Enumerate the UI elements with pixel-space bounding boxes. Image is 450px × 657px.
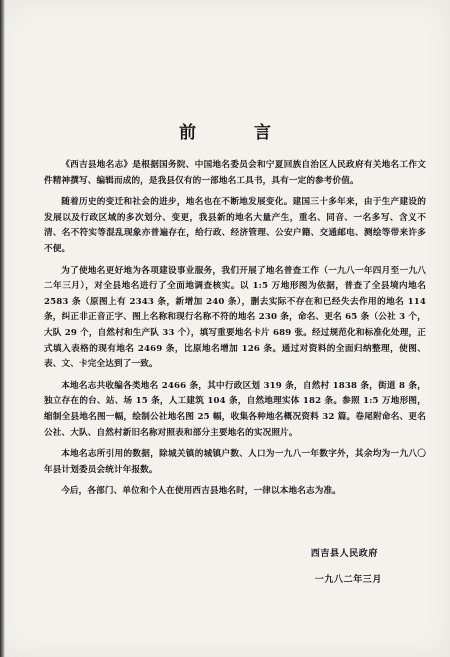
paragraph-3: 为了使地名更好地为各项建设事业服务，我们开展了地名普查工作（一九八一年四月至一九八二年三月），对全县地名进行了全面地调查核实。以 1:5 万地形图为依据，普查了全县境内地名 2583 条（原图上有 2343 条，新增加 240 条），删去实际不存在和已经失去作用的地名 114 条，纠正非正音正字、图上名称和现行名称不符的地名 230 条，命名、更名 65 条（公社 3 个，大队 29 个，自然村和生产队 33 个），填写重要地名卡片 689 张。经过规范化和标准化处理，正式填入表格的现有地名 2469 条，比原地名增加 126 条。通过对资料的全面归纳整理，使图、表、文、卡完全达到了一致。 — [44, 265, 426, 370]
paragraph-1: 《西吉县地名志》是根据国务院、中国地名委员会和宁夏回族自治区人民政府有关地名工作文件精神撰写、编辑而成的，是我县仅有的一部地名工具书，具有一定的参考价值。 — [44, 160, 426, 186]
paragraph-2: 随着历史的变迁和社会的进步，地名也在不断地发展变化。建国三十多年来，由于生产建设的发展以及行政区域的多次划分、变更，我县新的地名大量产生，重名、同音、一名多写、含义不清、名不符实等混乱现象亦普遍存在，给行政、经济管理、公安户籍、交通邮电、测绘等带来许多不便。 — [44, 197, 426, 254]
paragraph-6: 今后，各部门、单位和个人在使用西吉县地名时，一律以本地名志为准。 — [61, 486, 341, 497]
signature-organization: 西吉县人民政府 — [310, 549, 378, 559]
signature-date: 一九八二年三月 — [314, 575, 382, 585]
page-title: 前 言 — [179, 123, 297, 143]
preface-body — [44, 158, 426, 506]
page-binding-edge — [0, 0, 5, 657]
paragraph-4: 本地名志共收编各类地名 2466 条，其中行政区划 319 条，自然村 1838 条，街道 8 条，独立存在的台、站、场 15 条，人工建筑 104 条，自然地理实体 182 条。参照 1:5 万地形图，缩制全县地名图一幅，绘制公社地名图 25 幅，收集各种地名概况资料 32 篇。卷尾附命名、更名公社、大队、自然村新旧名称对照表和部分主要地名的实况照片。 — [44, 380, 426, 438]
paragraph-5: 本地名志所引用的数据，除城关镇的城镇户数、人口为一九八一年数字外，其余均为一九八〇年县计划委员会统计年报数。 — [44, 449, 426, 475]
